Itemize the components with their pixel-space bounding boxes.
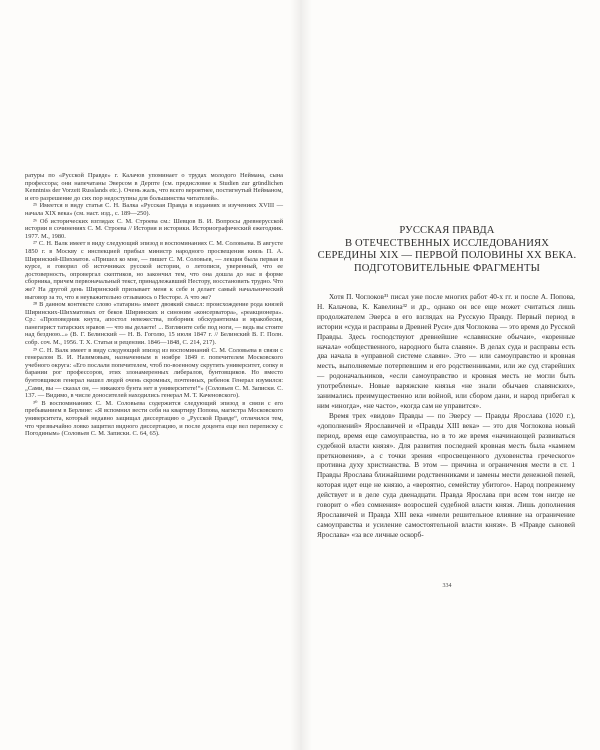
page-number: 334 [442, 583, 452, 589]
footnote-29: ²⁹ С. Н. Валк имеет в виду следующий эпизод из воспоминаний С. М. Соловьева в связи с генералом В. И. Назимовым, назначенным в ноябре 1849 г. попечителем Московского учебного округа: «Его послали попечителем, чтоб по-военному скрутить университет, сопку в барании рог профессоров, этих злонамеренных либералов, бунтовщиков. Но вместо бунтовщиков генерал нашел людей очень скромных, почтенных, ребенок Генерал изумился: „Сами, вы — сказал он, — никакого бунта нет в университете!“» (Соловьев С. М. Записки. С. 137. — Видимо, в числе доносителей находились генерал М. Т. Каченовского). [25, 346, 283, 400]
chapter-title-line: В ОТЕЧЕСТВЕННЫХ ИССЛЕДОВАНИЯХ [344, 237, 550, 249]
body-text [317, 292, 575, 540]
body-paragraph: Хотя П. Чоглоков³¹ писал уже после многих работ 40-х гг. и после А. Попова, Н. Калачова, К. Кавелина³² и др., однако он все еще может считаться лишь продолжателем Эверса в его взглядах на Русскую Правду. Первый период в истории «суда и расправы в Древней Руси» для Чоглокова — это время до Русской Правды. Здесь господствуют древнейшие «славянские обычаи», «коренные начала» «общественного, народного быта славян». В делах суда и расправы есть два начала в «управной системе славян». Это — или самоуправство и кровная месть, выполняемые потерпевшим и его родственниками, или же суд старейших — родоначальников, «если самоуправство и кровная месть не могли быть употреблены». Новые варяжские князья «не знали обычаев славянских», занимались преимущественно или войной, или сбором дани, и народ прибегал к ним «иногда», «не часто», «когда сам не управится». [317, 292, 575, 410]
chapter-title-line: ПОДГОТОВИТЕЛЬНЫЕ ФРАГМЕНТЫ [354, 262, 540, 274]
chapter-title [316, 225, 578, 275]
footnote-30: ³⁰ В воспоминаниях С. М. Соловьева содержится следующий эпизод в связи с его пребыванием в Берлине: «Я вспомнил вести себя на квартиру Попова, магистра Московского университета, который недавно защищал диссертацию о „Русской Правде“, отличился тем, что чрезвычайно ловко защитил видного диссертацию, и после доцента еще вел переписку с Погодиным» (Соловьев С. М. Записки. С. 64, 65). [25, 399, 283, 438]
footnotes [25, 172, 283, 438]
body-paragraph: Время трех «видов» Правды — по Эверсу — Правды Ярослава (1020 г.), «дополнений» Ярославичей и «Правды XIII века» — это для Чоглокова новый период, время еще самоуправства, но в то же время «начинающей развиваться судебной власти князя». Для развития последней кровная месть была «камнем преткновения», а с точки зрения «просвещенного духовенства греческого» противна духу христианства. В этом — причина и ограничения мести в ст. 1 Правды Ярослава ближайшими родственниками и замены мести денежной пеней, которая идет еще не князю, а «вероятно, семейству убитого». Народ попрежнему действует и в деле суда двенадцати. Правда Ярослава при всем том нигде не говорит о «без сомнения» возросшей судебной власти князя. Лишь дополнения Ярославичей и Правда XIII века «имели решительное влияние на ограничение самоуправства и усиление самостоятельной власти князя». В «Правде сыновей Ярослава» «за все личные оскорб- [317, 410, 575, 539]
footnote-27: ²⁷ С. Н. Валк имеет в виду следующий эпизод в воспоминаниях С. М. Соловьева. В августе 1850 г. в Москву с инспекцией прибыл министр народного просвещения князь П. А. Ширинский-Шихматов. «Пришел ко мне, — пишет С. М. Соловьев, — лекция была первая в курсе, я говорил об источниках русской истории, о летописи, уверенный, что ее достоверность, опровергал скептиков, но закончил тем, что она дошла до нас в форме сборника, причем первоначальный текст, принадлежавший Нестору, восстановить трудно. Что же? На другой день Ширинский призывает меня к себе и делает самый начальнический выговор за то, что я неуважительно отзываюсь о Несторе. А что же? [25, 240, 284, 301]
footnote-continuation: ратуры по «Русской Правде» г. Калачов упоминает о трудах молодого Неймана, сына профессора; они напечатаны Эверсом в Дерпте (см. предисловие к Studien zur gründlichen Kenntniss der Vorzeit Russlands etc.). Очень жаль, что всего вероятнее, постигнутый Нейманом, и его разрешение до сих пор недоступны для большинства читателей». [25, 172, 283, 202]
chapter-title-line: СЕРЕДИНЫ XIX — ПЕРВОЙ ПОЛОВИНЫ XX ВЕКА. [317, 250, 577, 262]
footnote-26: ²⁶ Об исторических взглядах С. М. Строева см.: Шевцов В. И. Вопросы древнерусской истории в сочинениях С. М. Строева // История и историки. Историографический ежегодник. 1977. М., 1980. [25, 217, 283, 240]
footnote-25: ²⁵ Имеется в виду статья С. Н. Валка «Русская Правда в изданиях и изучениях XVIII — начала XIX века» (см. наст. изд., с. 189—250). [25, 202, 283, 217]
footnote-28: ²⁸ В данном контексте слово «татарин» имеет двоякий смысл: происхождение рода князей Ширинских-Шихматовых от беков Ширинских и синоним «консерватора», «реакционера». Ср.: «Проповедник кнута, апостол невежества, поборник обскурантизма и мракобесия, панегирист татарских нравов — что вы делаете! ... Взгляните себе под ноги, — ведь вы стоите над бездною...» (В. Г. Белинский — Н. В. Гоголю, 15 июля 1847 г. // Белинский В. Г. Полн. собр. соч. М., 1956. Т. X. Статьи и рецензии. 1846—1848, С. 214, 217). [25, 301, 283, 347]
chapter-title-line: РУССКАЯ ПРАВДА [399, 225, 495, 236]
